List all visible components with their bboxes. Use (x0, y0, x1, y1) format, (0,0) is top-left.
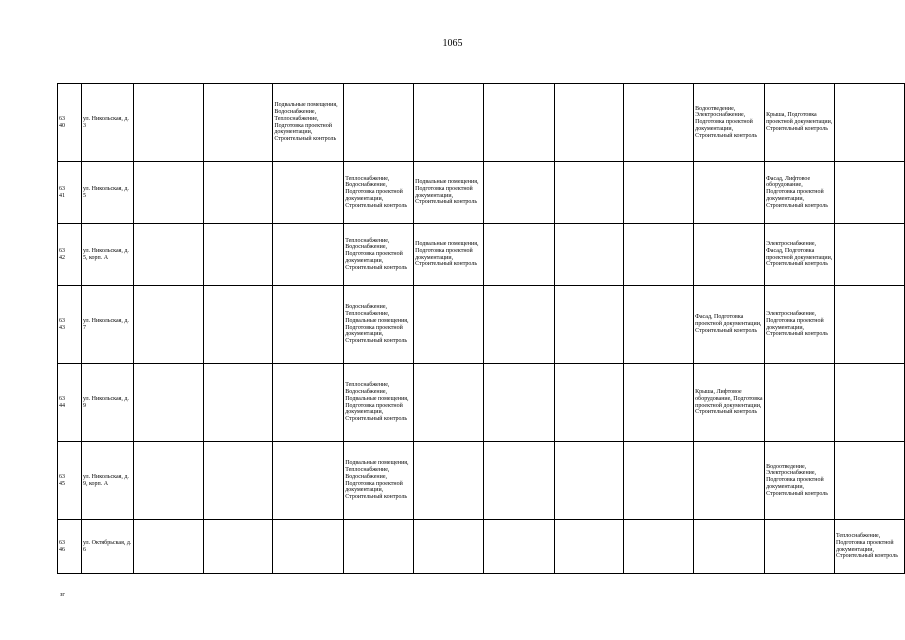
work-cell: Водоотведение, Электроснабжение, Подготовка проектной документации, Строительный контроль (765, 442, 835, 520)
work-cell (624, 162, 694, 224)
work-cell (273, 162, 344, 224)
work-cell (694, 442, 765, 520)
work-cell: Теплоснабжение, Водоснабжение, Подвальные помещения, Подготовка проектной документации, Строительный контроль (344, 364, 414, 442)
work-cell (203, 162, 273, 224)
row-number-part2: 46 (59, 546, 65, 553)
work-cell (483, 162, 554, 224)
table-body (58, 84, 905, 574)
work-cell (554, 84, 624, 162)
table-row (58, 520, 905, 574)
work-cell: Крыша, Подготовка проектной документации, Строительный контроль (765, 84, 835, 162)
work-cell: Водоснабжение, Теплоснабжение, Подвальные помещения, Подготовка проектной документации, Строительный контроль (344, 286, 414, 364)
row-number (58, 364, 82, 442)
work-cell (414, 84, 484, 162)
page-number: 1065 (442, 38, 463, 49)
row-number-part2: 42 (59, 254, 65, 261)
work-cell (554, 162, 624, 224)
address-cell: ул. Никольская, д. 3 (81, 84, 133, 162)
work-cell (133, 84, 203, 162)
work-cell (483, 520, 554, 574)
work-cell (414, 520, 484, 574)
row-number (58, 520, 82, 574)
table-row (58, 162, 905, 224)
work-cell (414, 286, 484, 364)
row-number (58, 286, 82, 364)
work-cell (834, 286, 904, 364)
row-number-part2: 41 (59, 192, 65, 199)
work-cell (624, 286, 694, 364)
row-number-part1: 63 (59, 115, 65, 122)
work-cell (624, 224, 694, 286)
work-cell (483, 224, 554, 286)
work-cell (834, 442, 904, 520)
work-cell (834, 364, 904, 442)
row-number-part2: 40 (59, 122, 65, 129)
work-cell (694, 162, 765, 224)
work-cell (694, 224, 765, 286)
row-number-part2: 45 (59, 480, 65, 487)
repair-schedule-table (57, 83, 905, 574)
work-cell (344, 84, 414, 162)
work-cell: Электроснабжение, Подготовка проектной документации, Строительный контроль (765, 286, 835, 364)
work-cell (133, 224, 203, 286)
work-cell (133, 442, 203, 520)
work-cell: Подвальные помещения, Подготовка проектной документации, Строительный контроль (414, 224, 484, 286)
work-cell: Теплоснабжение, Водоснабжение, Подготовка проектной документации, Строительный контроль (344, 162, 414, 224)
table-row (58, 364, 905, 442)
work-cell (133, 364, 203, 442)
work-cell: Теплоснабжение, Водоснабжение, Подготовка проектной документации, Строительный контроль (344, 224, 414, 286)
work-cell (694, 520, 765, 574)
work-cell (203, 224, 273, 286)
work-cell (765, 520, 835, 574)
work-cell (273, 286, 344, 364)
work-cell (554, 364, 624, 442)
work-cell: Подвальные помещения, Подготовка проектной документации, Строительный контроль (414, 162, 484, 224)
work-cell (203, 442, 273, 520)
work-cell: Фасад, Подготовка проектной документации, Строительный контроль (694, 286, 765, 364)
work-cell: Электроснабжение, Фасад, Подготовка проектной документации, Строительный контроль (765, 224, 835, 286)
row-number (58, 84, 82, 162)
row-number (58, 442, 82, 520)
work-cell (203, 364, 273, 442)
row-number-part2: 43 (59, 324, 65, 331)
address-cell: ул. Никольская, д. 9, корп. А (81, 442, 133, 520)
work-cell (344, 520, 414, 574)
work-cell (834, 162, 904, 224)
address-cell: ул. Никольская, д. 5 (81, 162, 133, 224)
work-cell (273, 364, 344, 442)
work-cell: Подвальные помещения, Водоснабжение, Теплоснабжение, Подготовка проектной документации, Строительный контроль (273, 84, 344, 162)
work-cell (133, 520, 203, 574)
row-number-part2: 44 (59, 402, 65, 409)
work-cell (273, 520, 344, 574)
row-number (58, 224, 82, 286)
work-cell (834, 224, 904, 286)
work-cell: Крыша, Лифтовое оборудование, Подготовка проектной документации, Строительный контроль (694, 364, 765, 442)
work-cell (834, 84, 904, 162)
work-cell: Теплоснабжение, Подготовка проектной документации, Строительный контроль (834, 520, 904, 574)
work-cell (483, 364, 554, 442)
work-cell (483, 84, 554, 162)
work-cell (624, 84, 694, 162)
address-cell: ул. Никольская, д. 9 (81, 364, 133, 442)
work-cell (624, 442, 694, 520)
work-cell (554, 224, 624, 286)
table-row (58, 84, 905, 162)
row-number-part1: 63 (59, 185, 65, 192)
work-cell (203, 520, 273, 574)
work-cell (554, 286, 624, 364)
table-row (58, 224, 905, 286)
address-cell: ул. Никольская, д. 7 (81, 286, 133, 364)
row-number (58, 162, 82, 224)
row-number-part1: 63 (59, 539, 65, 546)
row-number-part1: 63 (59, 473, 65, 480)
work-cell (765, 364, 835, 442)
work-cell (203, 84, 273, 162)
work-cell (483, 286, 554, 364)
footer-code: зг (60, 592, 65, 598)
work-cell: Подвальные помещения, Теплоснабжение, Водоснабжение, Подготовка проектной документации, Строительный контроль (344, 442, 414, 520)
work-cell (554, 442, 624, 520)
work-cell (624, 520, 694, 574)
work-cell (273, 442, 344, 520)
work-cell (414, 442, 484, 520)
work-cell (273, 224, 344, 286)
address-cell: ул. Никольская, д. 5, корп. А (81, 224, 133, 286)
work-cell (133, 162, 203, 224)
work-cell (414, 364, 484, 442)
work-cell (483, 442, 554, 520)
table-row (58, 442, 905, 520)
work-cell: Водоотведение, Электроснабжение, Подготовка проектной документации, Строительный контроль (694, 84, 765, 162)
work-cell (554, 520, 624, 574)
address-cell: ул. Октябрьская, д. 6 (81, 520, 133, 574)
work-cell (133, 286, 203, 364)
work-cell (203, 286, 273, 364)
work-cell (624, 364, 694, 442)
row-number-part1: 63 (59, 317, 65, 324)
row-number-part1: 63 (59, 395, 65, 402)
table-row (58, 286, 905, 364)
work-cell: Фасад, Лифтовое оборудование, Подготовка проектной документации, Строительный контроль (765, 162, 835, 224)
row-number-part1: 63 (59, 247, 65, 254)
